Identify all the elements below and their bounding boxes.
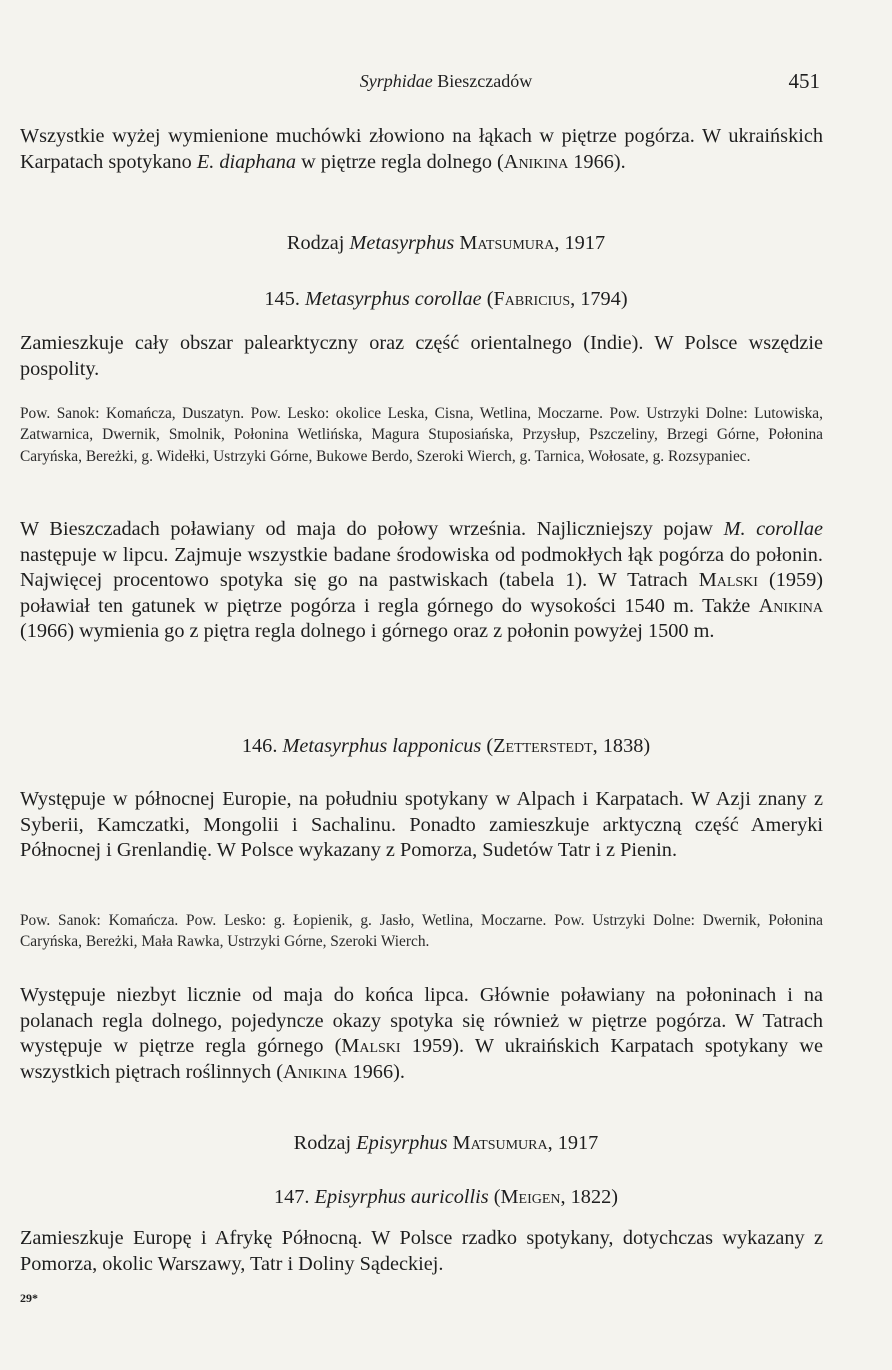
species-name: Metasyrphus lapponicus (282, 735, 482, 757)
author-name: Matsumura (459, 232, 555, 254)
author-name: Malski (698, 569, 758, 592)
author-name: Anikina (283, 1060, 348, 1083)
author-name: Zetterstedt (493, 735, 593, 757)
species-name: M. corollae (723, 518, 824, 540)
localities-145: Pow. Sanok: Komańcza, Duszatyn. Pow. Lesko: okolice Leska, Cisna, Wetlina, Moczarne. Pow. Ustrzyki Dolne: Lutowiska, Zatwarnica, Dwernik, Smolnik, Połonina Wetlińska, Magura Stuposiańska, Przysłup, Pszczeliny, Brzegi Górne, Połonina Caryńska, Bereżki, g. Widełki, Ustrzyki Górne, Bukowe Berdo, Szeroki Wierch, g. Tarnica, Wołosate, g. Rozsypaniec. (20, 405, 823, 465)
header-family: Syrphidae (359, 71, 433, 91)
paragraph-intro (20, 124, 823, 175)
text: (1966) wymienia go z piętra regla dolnego i górnego oraz z połonin powyżej 1500 m. (20, 620, 715, 643)
species-number: 145. (264, 288, 305, 310)
text: ( (488, 1186, 501, 1208)
text: 1959). W ukraińskich Karpatach spotykany we wszystkich piętrach roślinnych ( (20, 1035, 823, 1083)
paragraph-distribution-146: Występuje w północnej Europie, na południu spotykany w Alpach i Karpatach. W Azji znany z Syberii, Kamczatki, Mongolii i Sachalinu. Ponadto zamieszkuje arktyczną część Ameryki Północnej i Grenlandię. W Polsce wykazany z Pomorza, Sudetów Tatr i z Pienin. (20, 788, 823, 862)
text: następuje w lipcu. Zajmuje wszystkie badane środowiska od podmokłych łąk pogórza do połonin. Najwięcej procentowo spotyka się go na pastwiskach (tabela 1). W Tatrach (20, 543, 823, 592)
year: , 1917 (554, 232, 606, 254)
text: 1966). (347, 1060, 405, 1083)
signature-mark: 29* (20, 1291, 38, 1305)
running-header (0, 71, 892, 92)
year: , 1917 (547, 1132, 599, 1154)
species-name: E. diaphana (196, 150, 296, 173)
text: (1959) poławiał ten gatunek w piętrze pogórza i regla górnego do wysokości 1540 m. Także (20, 569, 824, 617)
species-name: Episyrphus auricollis (314, 1186, 489, 1208)
species-heading-145 (0, 288, 892, 311)
paragraph-ecology-145 (20, 517, 823, 645)
author-name: Malski (341, 1035, 401, 1058)
genus-heading-metasyrphus (0, 232, 892, 255)
author-name: Anikina (758, 594, 823, 617)
species-number: 147. (274, 1186, 315, 1208)
author-name: Anikina (503, 150, 569, 173)
text: ( (481, 288, 494, 310)
paragraph-distribution-147: Zamieszkuje Europę i Afrykę Północną. W Polsce rzadko spotykany, dotychczas wykazany z Pomorza, okolic Warszawy, Tatr i Doliny Sądeckiej. (20, 1227, 823, 1275)
species-heading-147 (0, 1186, 892, 1209)
year: , 1794) (570, 288, 628, 310)
text: Występuje niezbyt licznie od maja do końca lipca. Głównie poławiany na połoninach i na polanach regla dolnego, pojedyncze okazy spotyka się również w piętrze pogórza. W Tatrach występuje w piętrze regla górnego ( (20, 984, 823, 1058)
year: , 1822) (560, 1186, 618, 1208)
text: ( (481, 735, 494, 757)
page-number: 451 (788, 69, 820, 93)
localities-146: Pow. Sanok: Komańcza. Pow. Lesko: g. Łopienik, g. Jasło, Wetlina, Moczarne. Pow. Ustrzyki Dolne: Dwernik, Połonina Caryńska, Bereżki, Mała Rawka, Ustrzyki Górne, Szeroki Wierch. (20, 912, 823, 951)
header-region: Bieszczadów (432, 71, 533, 91)
genus-label: Rodzaj (286, 232, 350, 254)
species-name: Metasyrphus corollae (304, 288, 482, 310)
text: Wszystkie wyżej wymienione muchówki złowiono na łąkach w piętrze pogórza. W ukraińskich Karpatach spotykano (20, 125, 823, 173)
genus-name: Metasyrphus (349, 232, 455, 254)
genus-name: Episyrphus (356, 1132, 448, 1154)
paragraph-ecology-146 (20, 983, 823, 1085)
species-number: 146. (241, 735, 283, 757)
year: , 1838) (592, 735, 651, 757)
author-name: Fabricius (493, 288, 571, 310)
genus-label: Rodzaj (293, 1132, 357, 1154)
genus-heading-episyrphus (0, 1132, 892, 1155)
author-name: Matsumura (452, 1132, 548, 1154)
text: w piętrze regla dolnego ( (296, 150, 504, 173)
text: 1966). (568, 150, 626, 173)
text: W Bieszczadach poławiany od maja do połowy września. Najliczniejszy pojaw (20, 518, 724, 540)
author-name: Meigen (500, 1186, 561, 1208)
paragraph-distribution-145: Zamieszkuje cały obszar palearktyczny oraz część orientalnego (Indie). W Polsce wszędzie pospolity. (20, 332, 823, 380)
species-heading-146 (0, 735, 892, 758)
